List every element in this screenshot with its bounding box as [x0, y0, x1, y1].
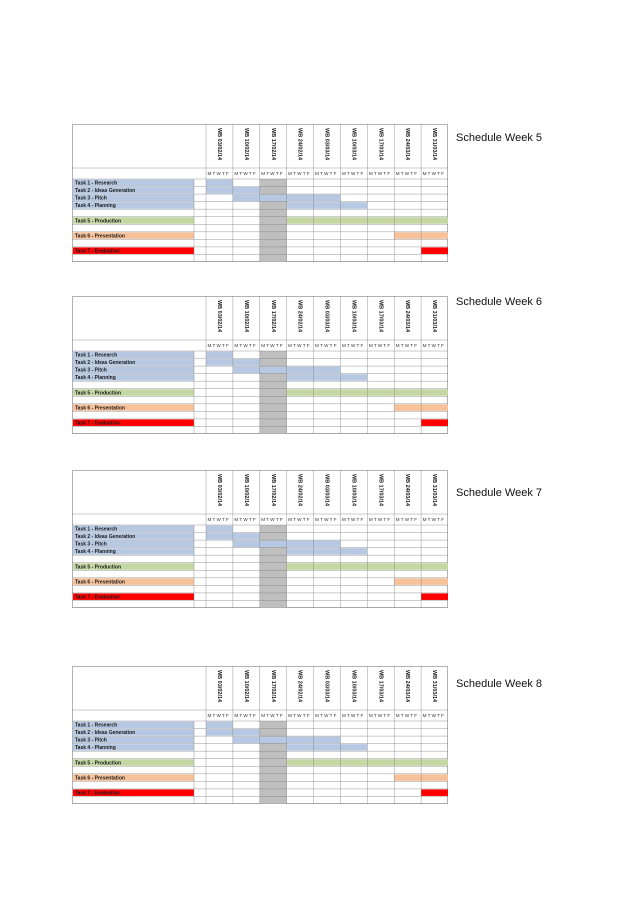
task-label: Task 4 - Planning [75, 375, 116, 382]
week-header: WB 17/02/14 [269, 300, 276, 333]
day-letters: M T W T F [207, 713, 229, 718]
week-header: WB 03/03/14 [323, 474, 330, 507]
day-letters: M T W T F [261, 171, 283, 176]
day-letters: M T W T F [422, 517, 444, 522]
task-label: Task 6 - Presentation [75, 233, 125, 240]
task-label: Task 6 - Presentation [75, 579, 125, 586]
day-letters: M T W T F [315, 171, 337, 176]
gantt-svg [72, 124, 448, 262]
task-bar [206, 526, 233, 533]
current-week-column [260, 525, 287, 608]
task-label: Task 2 - Ideas Generation [75, 188, 136, 195]
day-letters: M T W T F [234, 517, 256, 522]
task-label: Task 4 - Planning [75, 549, 116, 556]
week-header: WB 03/03/14 [323, 300, 330, 333]
task-bar [206, 180, 233, 187]
gantt-chart-week-8 [72, 666, 448, 804]
task-label: Task 5 - Production [75, 760, 122, 767]
task-bar [287, 744, 368, 751]
task-label: Task 4 - Planning [75, 203, 116, 210]
task-label: Task 4 - Planning [75, 745, 116, 752]
week-header: WB 03/02/14 [215, 128, 222, 161]
week-header: WB 24/02/14 [296, 128, 303, 161]
task-label: Task 3 - Pitch [75, 367, 107, 374]
week-header: WB 24/02/14 [296, 670, 303, 703]
schedule-label-week-6: Schedule Week 6 [456, 296, 543, 308]
task-label: Task 1 - Research [75, 180, 118, 187]
task-bar [421, 789, 448, 796]
schedule-label-week-5: Schedule Week 5 [456, 132, 543, 144]
task-bar [287, 202, 368, 209]
week-header: WB 10/02/14 [242, 474, 249, 507]
week-header: WB 10/03/14 [350, 474, 357, 507]
task-label: Task 6 - Presentation [75, 405, 125, 412]
task-label: Task 7 - Evaluation [75, 594, 120, 601]
day-letters: M T W T F [341, 713, 364, 718]
day-letters: M T W T F [341, 171, 364, 176]
week-header: WB 31/03/14 [431, 300, 438, 333]
schedule-label-week-7: Schedule Week 7 [456, 487, 543, 499]
day-letters: M T W T F [422, 171, 444, 176]
week-header: WB 10/03/14 [350, 670, 357, 703]
day-letters: M T W T F [288, 517, 310, 522]
day-letters: M T W T F [288, 171, 310, 176]
task-label: Task 3 - Pitch [75, 737, 107, 744]
day-letters: M T W T F [395, 343, 418, 348]
day-letters: M T W T F [368, 343, 391, 348]
day-letters: M T W T F [288, 343, 310, 348]
day-letters: M T W T F [368, 517, 391, 522]
day-letters: M T W T F [288, 713, 310, 718]
week-header: WB 24/03/14 [404, 670, 411, 703]
day-letters: M T W T F [207, 343, 229, 348]
task-label: Task 3 - Pitch [75, 541, 107, 548]
week-header: WB 10/02/14 [242, 300, 249, 333]
day-letters: M T W T F [207, 171, 229, 176]
day-letters: M T W T F [315, 517, 337, 522]
task-label: Task 2 - Ideas Generation [75, 534, 136, 541]
week-header: WB 31/03/14 [431, 670, 438, 703]
task-label: Task 2 - Ideas Generation [75, 360, 136, 367]
task-bar [421, 419, 448, 426]
week-header: WB 03/02/14 [215, 300, 222, 333]
gantt-svg [72, 470, 448, 608]
week-header: WB 17/03/14 [377, 128, 384, 161]
gantt-chart-week-5 [72, 124, 448, 262]
current-week-column [260, 351, 287, 434]
week-header: WB 03/02/14 [215, 474, 222, 507]
current-week-column [260, 179, 287, 262]
task-label: Task 1 - Research [75, 526, 118, 533]
task-label: Task 1 - Research [75, 722, 118, 729]
task-label: Task 5 - Production [75, 218, 122, 225]
week-header: WB 03/02/14 [215, 670, 222, 703]
task-label: Task 7 - Evaluation [75, 248, 120, 255]
day-letters: M T W T F [422, 713, 444, 718]
gantt-chart-week-6 [72, 296, 448, 434]
week-header: WB 17/02/14 [269, 670, 276, 703]
week-header: WB 03/03/14 [323, 670, 330, 703]
gantt-chart-week-7 [72, 470, 448, 608]
task-bar [421, 593, 448, 600]
week-header: WB 17/02/14 [269, 128, 276, 161]
day-letters: M T W T F [207, 517, 229, 522]
week-header: WB 24/03/14 [404, 300, 411, 333]
day-letters: M T W T F [234, 171, 256, 176]
day-letters: M T W T F [234, 343, 256, 348]
day-letters: M T W T F [422, 343, 444, 348]
week-header: WB 24/02/14 [296, 300, 303, 333]
gantt-svg [72, 296, 448, 434]
task-bar [206, 722, 233, 729]
week-header: WB 17/02/14 [269, 474, 276, 507]
week-header: WB 24/03/14 [404, 474, 411, 507]
week-header: WB 10/03/14 [350, 128, 357, 161]
day-letters: M T W T F [315, 343, 337, 348]
week-header: WB 17/03/14 [377, 474, 384, 507]
day-letters: M T W T F [315, 713, 337, 718]
day-letters: M T W T F [261, 517, 283, 522]
task-label: Task 1 - Research [75, 352, 118, 359]
day-letters: M T W T F [234, 713, 256, 718]
current-week-column [260, 721, 287, 804]
day-letters: M T W T F [395, 171, 418, 176]
task-label: Task 2 - Ideas Generation [75, 730, 136, 737]
week-header: WB 10/02/14 [242, 128, 249, 161]
task-bar [287, 374, 368, 381]
task-label: Task 7 - Evaluation [75, 420, 120, 427]
day-letters: M T W T F [395, 517, 418, 522]
day-letters: M T W T F [368, 171, 391, 176]
week-header: WB 10/02/14 [242, 670, 249, 703]
week-header: WB 03/03/14 [323, 128, 330, 161]
schedule-label-week-8: Schedule Week 8 [456, 678, 543, 690]
week-header: WB 24/02/14 [296, 474, 303, 507]
day-letters: M T W T F [261, 343, 283, 348]
day-letters: M T W T F [341, 517, 364, 522]
week-header: WB 17/03/14 [377, 300, 384, 333]
week-header: WB 10/03/14 [350, 300, 357, 333]
day-letters: M T W T F [341, 343, 364, 348]
gantt-svg [72, 666, 448, 804]
week-header: WB 31/03/14 [431, 128, 438, 161]
task-bar [421, 247, 448, 254]
task-label: Task 5 - Production [75, 564, 122, 571]
task-bar [287, 548, 368, 555]
week-header: WB 17/03/14 [377, 670, 384, 703]
task-label: Task 5 - Production [75, 390, 122, 397]
task-bar [206, 352, 233, 359]
task-label: Task 7 - Evaluation [75, 790, 120, 797]
day-letters: M T W T F [368, 713, 391, 718]
day-letters: M T W T F [395, 713, 418, 718]
day-letters: M T W T F [261, 713, 283, 718]
task-label: Task 3 - Pitch [75, 195, 107, 202]
task-label: Task 6 - Presentation [75, 775, 125, 782]
week-header: WB 24/03/14 [404, 128, 411, 161]
week-header: WB 31/03/14 [431, 474, 438, 507]
